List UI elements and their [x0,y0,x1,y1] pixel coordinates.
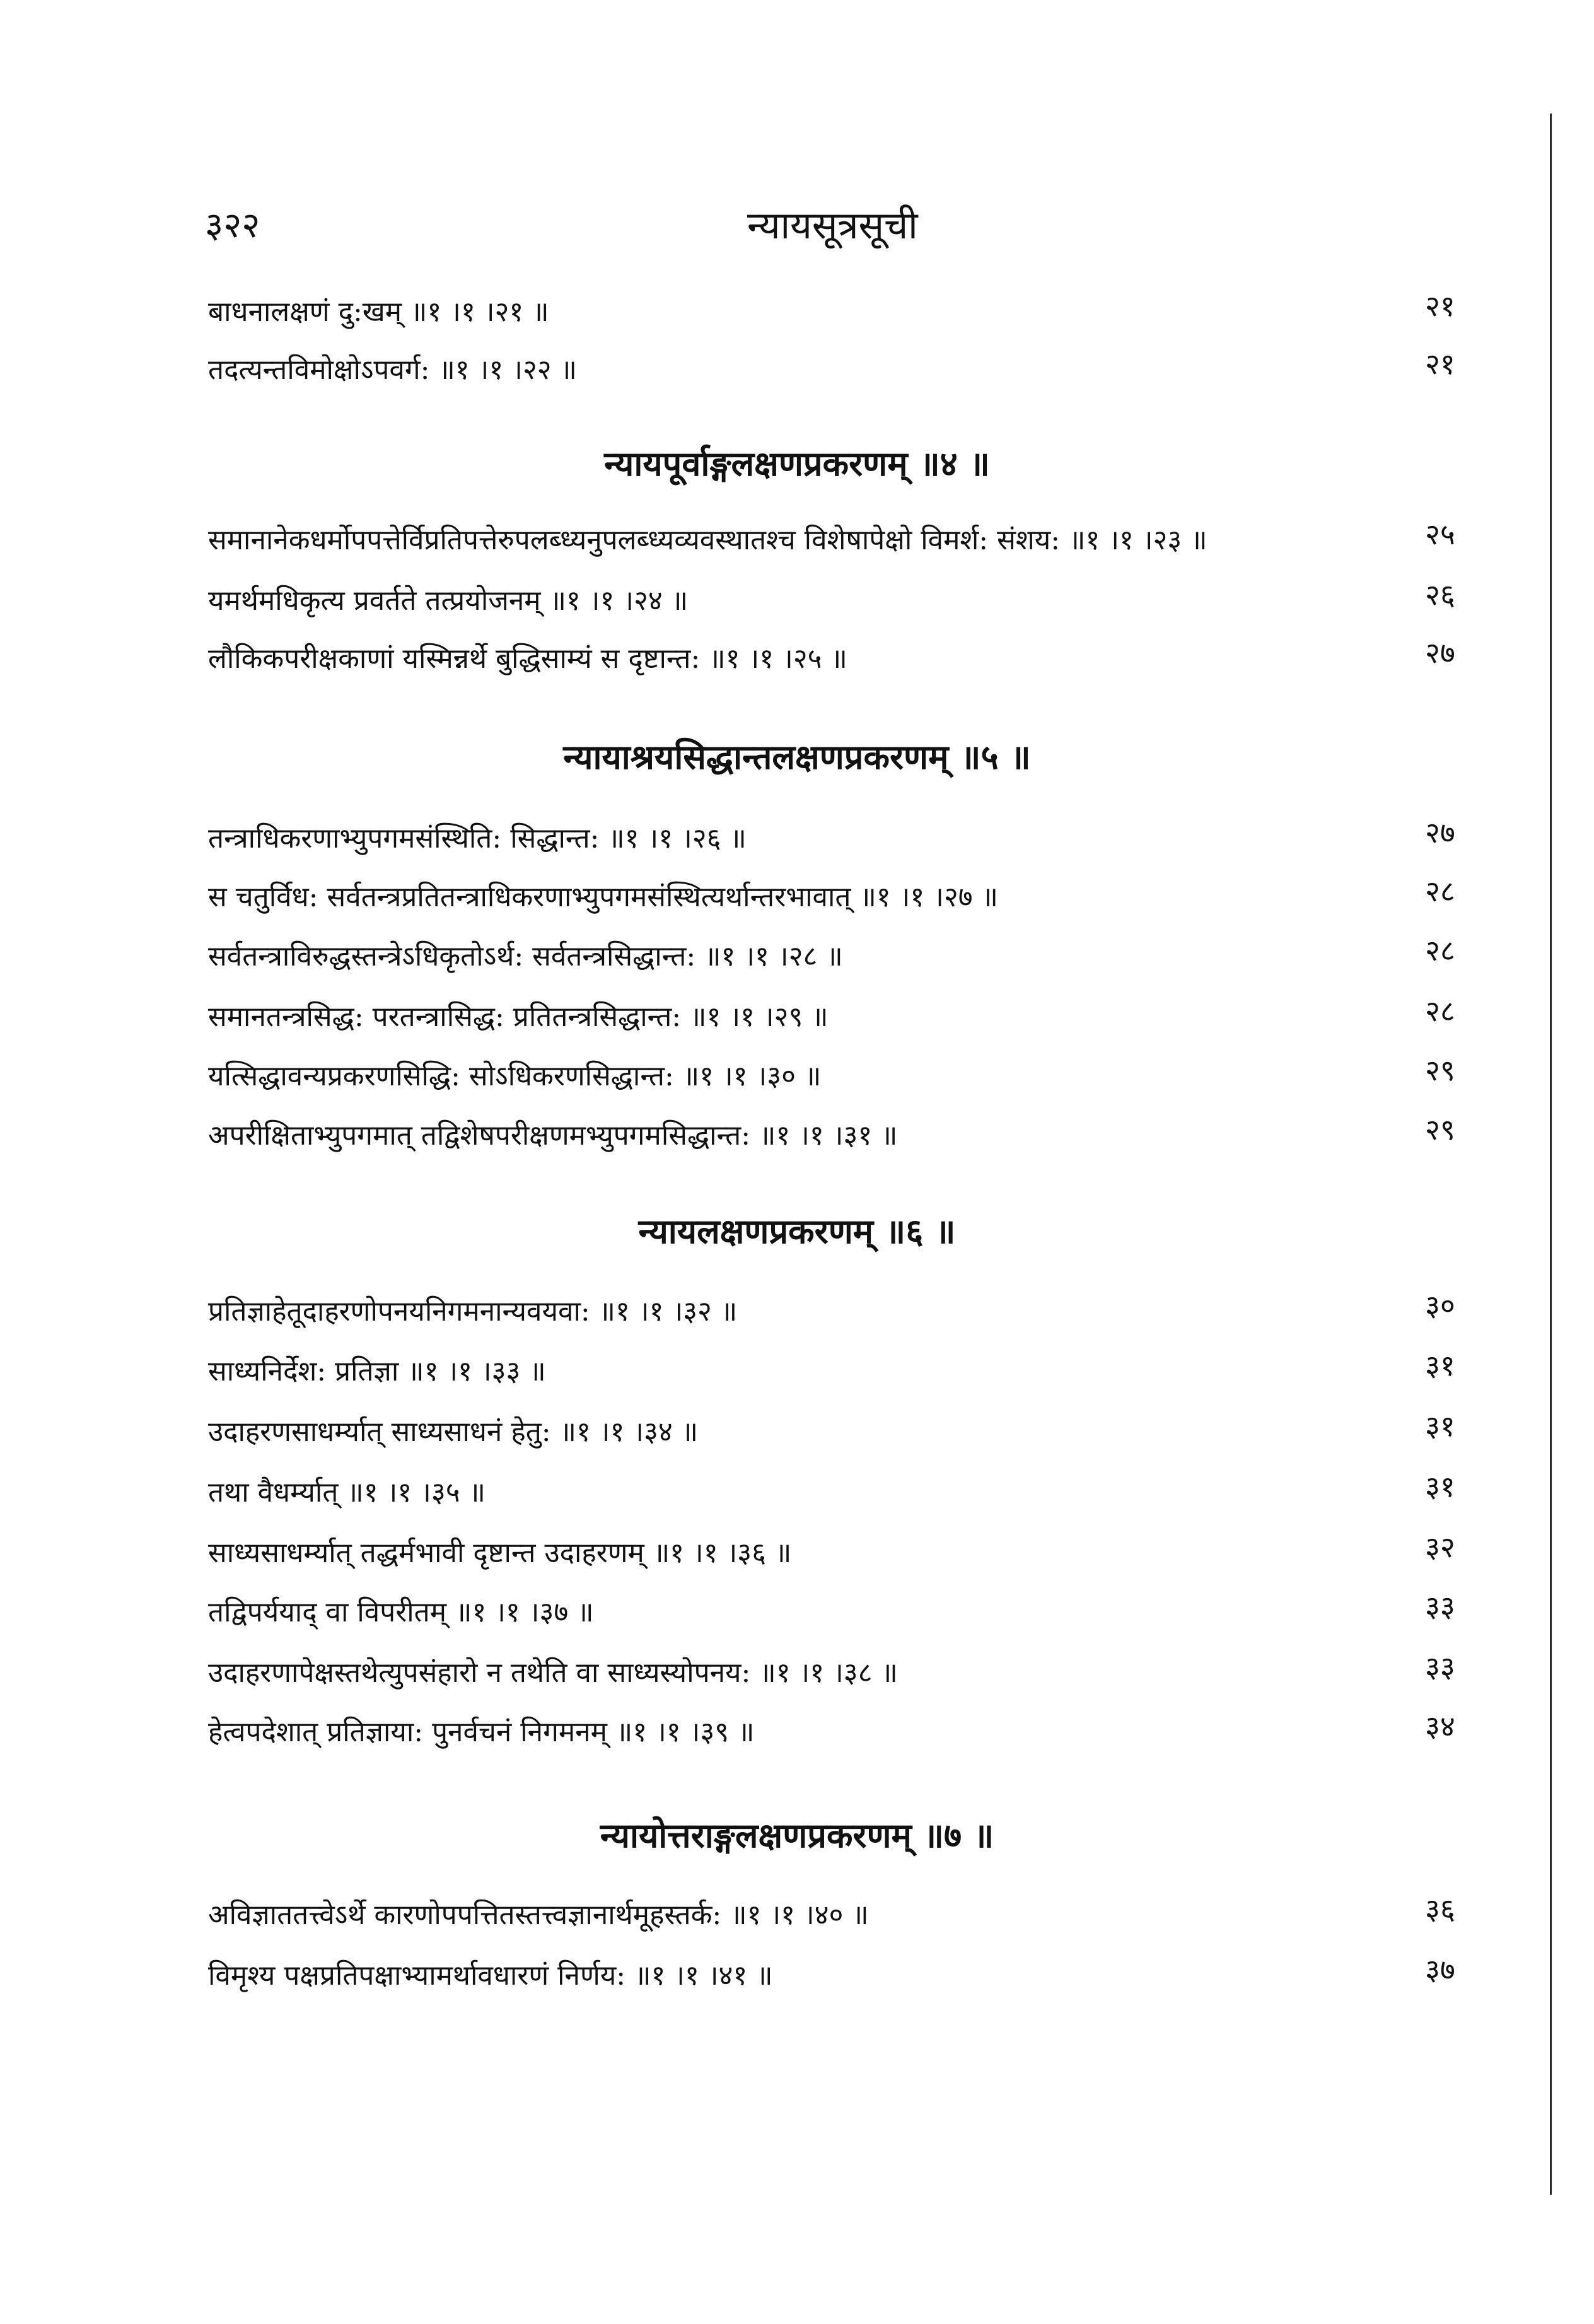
page-reference: २९ [1425,1053,1455,1087]
sutra-entry [208,1531,1482,1575]
sutra-text: उदाहरणापेक्षस्तथेत्युपसंहारो न तथेति वा साध्यस्योपनय: ॥१ ।१ ।३८ ॥ [208,1657,898,1689]
page-number: ३२२ [205,205,260,246]
sutra-text: स चतुर्विध: सर्वतन्त्रप्रतितन्त्राधिकरणाभ्युपगमसंस्थित्यर्थान्तरभावात् ॥१ ।१ ।२७ ॥ [208,881,998,913]
sutra-text: हेत्वपदेशात् प्रतिज्ञाया: पुनर्वचनं निगमनम् ॥१ ।१ ।३९ ॥ [208,1716,755,1748]
page-edge-line [1550,114,1552,2195]
section-heading: न्यायाश्रयसिद्धान्तलक्षणप्रकरणम् ॥५ ॥ [563,737,1031,777]
page-reference: ३३ [1425,1650,1455,1684]
section-heading: न्यायपूर्वाङ्गलक्षणप्रकरणम् ॥४ ॥ [604,443,990,484]
sutra-text: लौकिकपरीक्षकाणां यस्मिन्नर्थे बुद्धिसाम्यं स दृष्टान्त: ॥१ ।१ ।२५ ॥ [208,643,847,675]
sutra-text: प्रतिज्ञाहेतूदाहरणोपनयनिगमनान्यवयवा: ॥१ ।१ ।३२ ॥ [208,1295,738,1328]
sutra-entry [208,935,1482,979]
sutra-entry [208,290,1482,334]
sutra-text: साध्यसाधर्म्यात् तद्धर्मभावी दृष्टान्त उदाहरणम् ॥१ ।१ ।३६ ॥ [208,1537,792,1569]
page-reference: ३० [1425,1288,1455,1323]
sutra-entry [208,579,1482,623]
sutra-text: यत्सिद्धावन्यप्रकरणसिद्धि: सोऽधिकरणसिद्धान्त: ॥१ ।१ ।३० ॥ [208,1060,822,1092]
page-reference: ३१ [1425,1348,1455,1382]
page-reference: ३६ [1425,1892,1455,1926]
sutra-text: समानतन्त्रसिद्ध: परतन्त्रासिद्ध: प्रतितन्त्रसिद्धान्त: ॥१ ।१ ।२९ ॥ [208,1001,829,1033]
sutra-entry [208,1471,1482,1515]
sutra-entry [208,518,1482,563]
page-reference: ३३ [1425,1589,1455,1623]
sutra-entry [208,1410,1482,1454]
sutra-text: सर्वतन्त्राविरुद्धस्तन्त्रेऽधिकृतोऽर्थ: सर्वतन्त्रसिद्धान्त: ॥१ ।१ ।२८ ॥ [208,940,843,972]
page-reference: ३४ [1425,1709,1455,1743]
sutra-text: समानानेकधर्मोपपत्तेर्विप्रतिपत्तेरुपलब्ध्यनुपलब्ध्यव्यवस्थातश्च विशेषापेक्षो विमर्श: संशय: ॥१ ।१ ।२३ ॥ [208,524,1207,556]
sutra-text: उदाहरणसाधर्म्यात् साध्यसाधनं हेतु: ॥१ ।१ ।३४ ॥ [208,1416,699,1448]
section-heading: न्यायलक्षणप्रकरणम् ॥६ ॥ [638,1211,956,1251]
sutra-text: तदत्यन्तविमोक्षोऽपवर्ग: ॥१ ।१ ।२२ ॥ [208,354,577,386]
sutra-entry [208,348,1482,392]
sutra-entry [208,1591,1482,1635]
page-reference: २७ [1425,636,1455,670]
page-reference: २९ [1425,1112,1455,1147]
sutra-entry [208,1114,1482,1158]
section-heading: न्यायोत्तराङ्गलक्षणप्रकरणम् ॥७ ॥ [600,1815,994,1855]
page-reference: २६ [1425,578,1455,612]
sutra-entry [208,1710,1482,1755]
sutra-text: अविज्ञाततत्त्वेऽर्थे कारणोपपत्तितस्तत्त्वज्ञानार्थमूहस्तर्क: ॥१ ।१ ।४० ॥ [208,1899,869,1931]
sutra-entry [208,1350,1482,1394]
sutra-entry [208,1954,1482,1998]
sutra-entry [208,1893,1482,1937]
sutra-text: बाधनालक्षणं दु:खम् ॥१ ।१ ।२१ ॥ [208,296,549,328]
sutra-entry [208,875,1482,920]
running-title: न्यायसूत्रसूची [747,204,918,248]
sutra-text: विमृश्य पक्षप्रतिपक्षाभ्यामर्थावधारणं निर्णय: ॥१ ।१ ।४१ ॥ [208,1959,773,1992]
sutra-entry [208,995,1482,1039]
sutra-entry [208,1651,1482,1695]
page-reference: २१ [1425,347,1455,381]
page-reference: ३१ [1425,1469,1455,1504]
page-reference: २१ [1425,289,1455,323]
page-reference: २७ [1425,815,1455,850]
sutra-text: तथा वैधर्म्यात् ॥१ ।१ ।३५ ॥ [208,1476,486,1509]
sutra-text: अपरीक्षिताभ्युपगमात् तद्विशेषपरीक्षणमभ्युपगमसिद्धान्त: ॥१ ।१ ।३१ ॥ [208,1119,898,1152]
page-reference: २८ [1425,933,1455,967]
sutra-entry [208,637,1482,681]
page-header [205,201,1453,251]
page-reference: २८ [1425,874,1455,908]
sutra-text: यमर्थमधिकृत्य प्रवर्तते तत्प्रयोजनम् ॥१ ।१ ।२४ ॥ [208,585,689,617]
sutra-entry [208,1290,1482,1334]
page-reference: २५ [1425,517,1455,551]
page-reference: ३७ [1425,1953,1455,1987]
sutra-text: तन्त्राधिकरणाभ्युपगमसंस्थिति: सिद्धान्त: ॥१ ।१ ।२६ ॥ [208,822,747,855]
page-reference: २८ [1425,994,1455,1028]
page-reference: ३२ [1425,1530,1455,1564]
page-reference: ३१ [1425,1409,1455,1443]
sutra-entry [208,817,1482,861]
sutra-text: तद्विपर्ययाद् वा विपरीतम् ॥१ ।१ ।३७ ॥ [208,1596,594,1628]
sutra-text: साध्यनिर्देश: प्रतिज्ञा ॥१ ।१ ।३३ ॥ [208,1355,546,1387]
sutra-entry [208,1054,1482,1099]
